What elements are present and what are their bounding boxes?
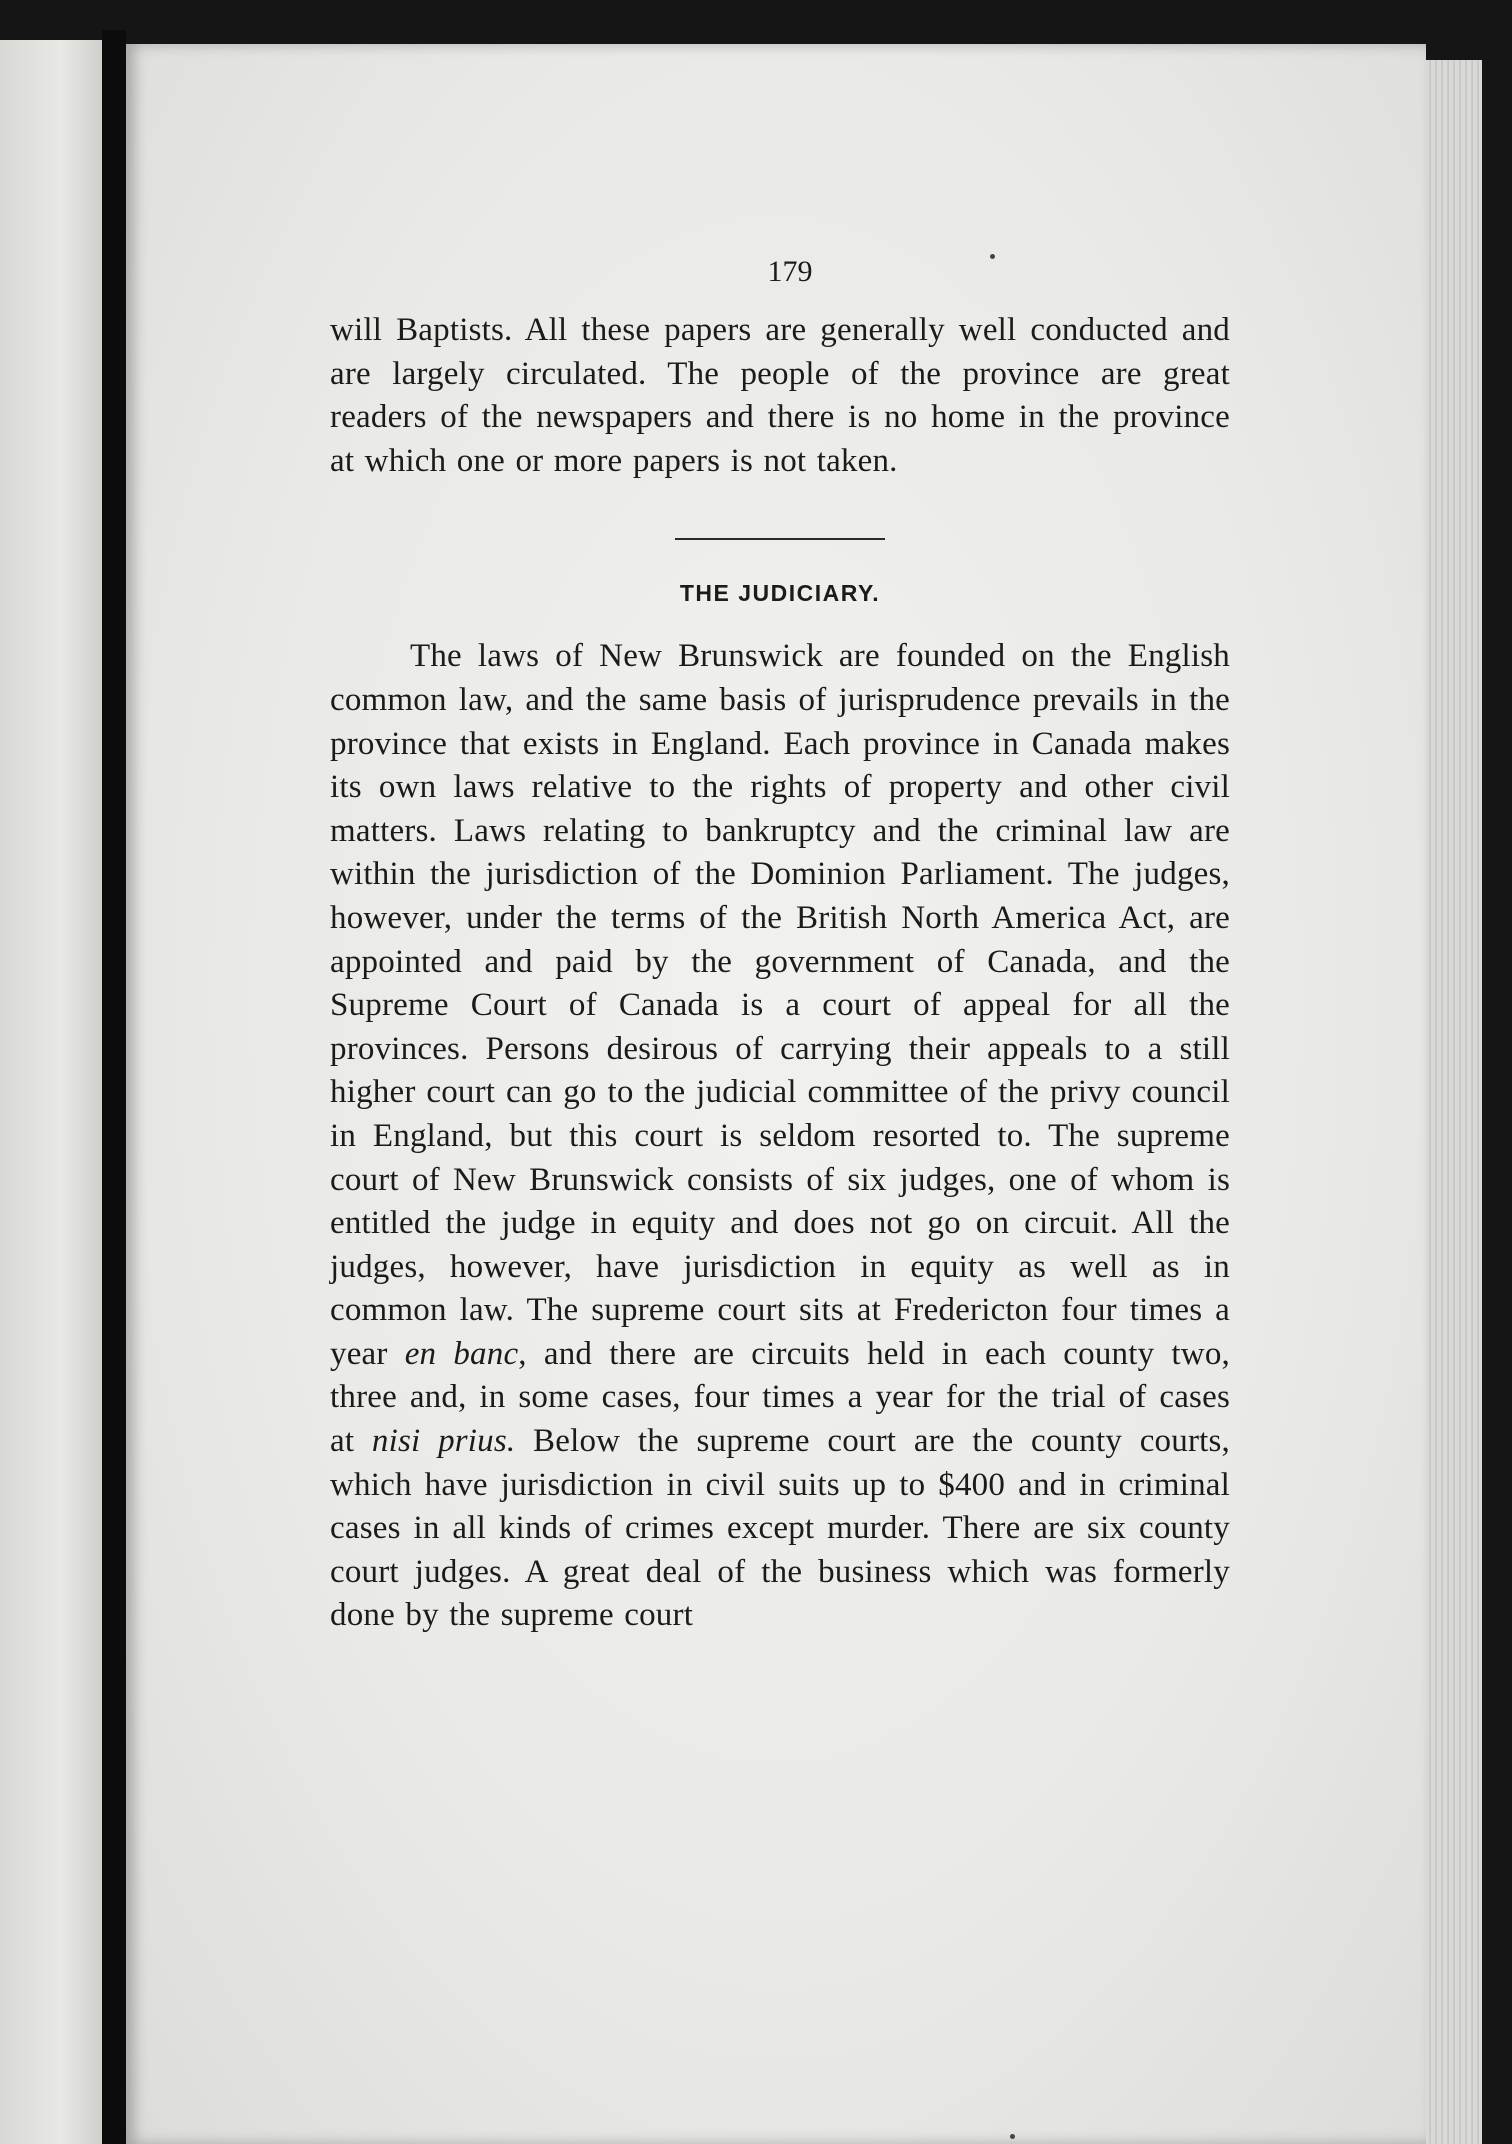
italic-en-banc: en banc — [404, 1335, 519, 1372]
judiciary-text-part3: Below the supreme court are the county courts, which have jurisdiction in civil suits up to $400 and in criminal cases in all kinds of crimes except murder. There are six county court judges. A great deal of the business which was formerly done by the supreme court — [330, 1423, 1230, 1634]
section-heading: THE JUDICIARY. — [679, 580, 881, 607]
left-page-edge — [0, 40, 102, 2144]
paper-speck — [1010, 2134, 1015, 2139]
continuation-paragraph: will Baptists. All these papers are generally well conducted and are largely circulated. The people of the province are great readers of the newspapers and there is no home in the province at which one or more papers is not taken. — [330, 312, 1230, 479]
section-divider — [675, 538, 885, 540]
page-text — [330, 255, 1230, 1638]
page-number: 179 — [767, 255, 813, 288]
book-gutter — [102, 30, 126, 2144]
judiciary-paragraph — [330, 635, 1230, 1638]
page-stack-edge — [1426, 60, 1482, 2144]
italic-nisi-prius: nisi prius. — [371, 1423, 516, 1460]
judiciary-text-part2: , and there are circuits held in each county two, three and, in some cases, four times a year for the trial of cases at — [330, 1335, 1230, 1460]
judiciary-text-part1: The laws of New Brunswick are founded on the English common law, and the same basis of jurisprudence prevails in the province that exists in England. Each province in Canada makes its own laws relative to the rights of property and other civil matters. Laws relating to bankruptcy and the criminal law are within the jurisdiction of the Dominion Parliament. The judges, however, under the terms of the British North America Act, are appointed and paid by the government of Canada, and the Supreme Court of Canada is a court of appeal for all the provinces. Persons desirous of carrying their appeals to a still higher court can go to the judicial committee of the privy council in England, but this court is seldom resorted to. The supreme court of New Brunswick consists of six judges, one of whom is entitled the judge in equity and does not go on circuit. All the judges, however, have jurisdiction in equity as well as in common law. The supreme court sits at Fredericton four times a year — [330, 638, 1230, 1372]
